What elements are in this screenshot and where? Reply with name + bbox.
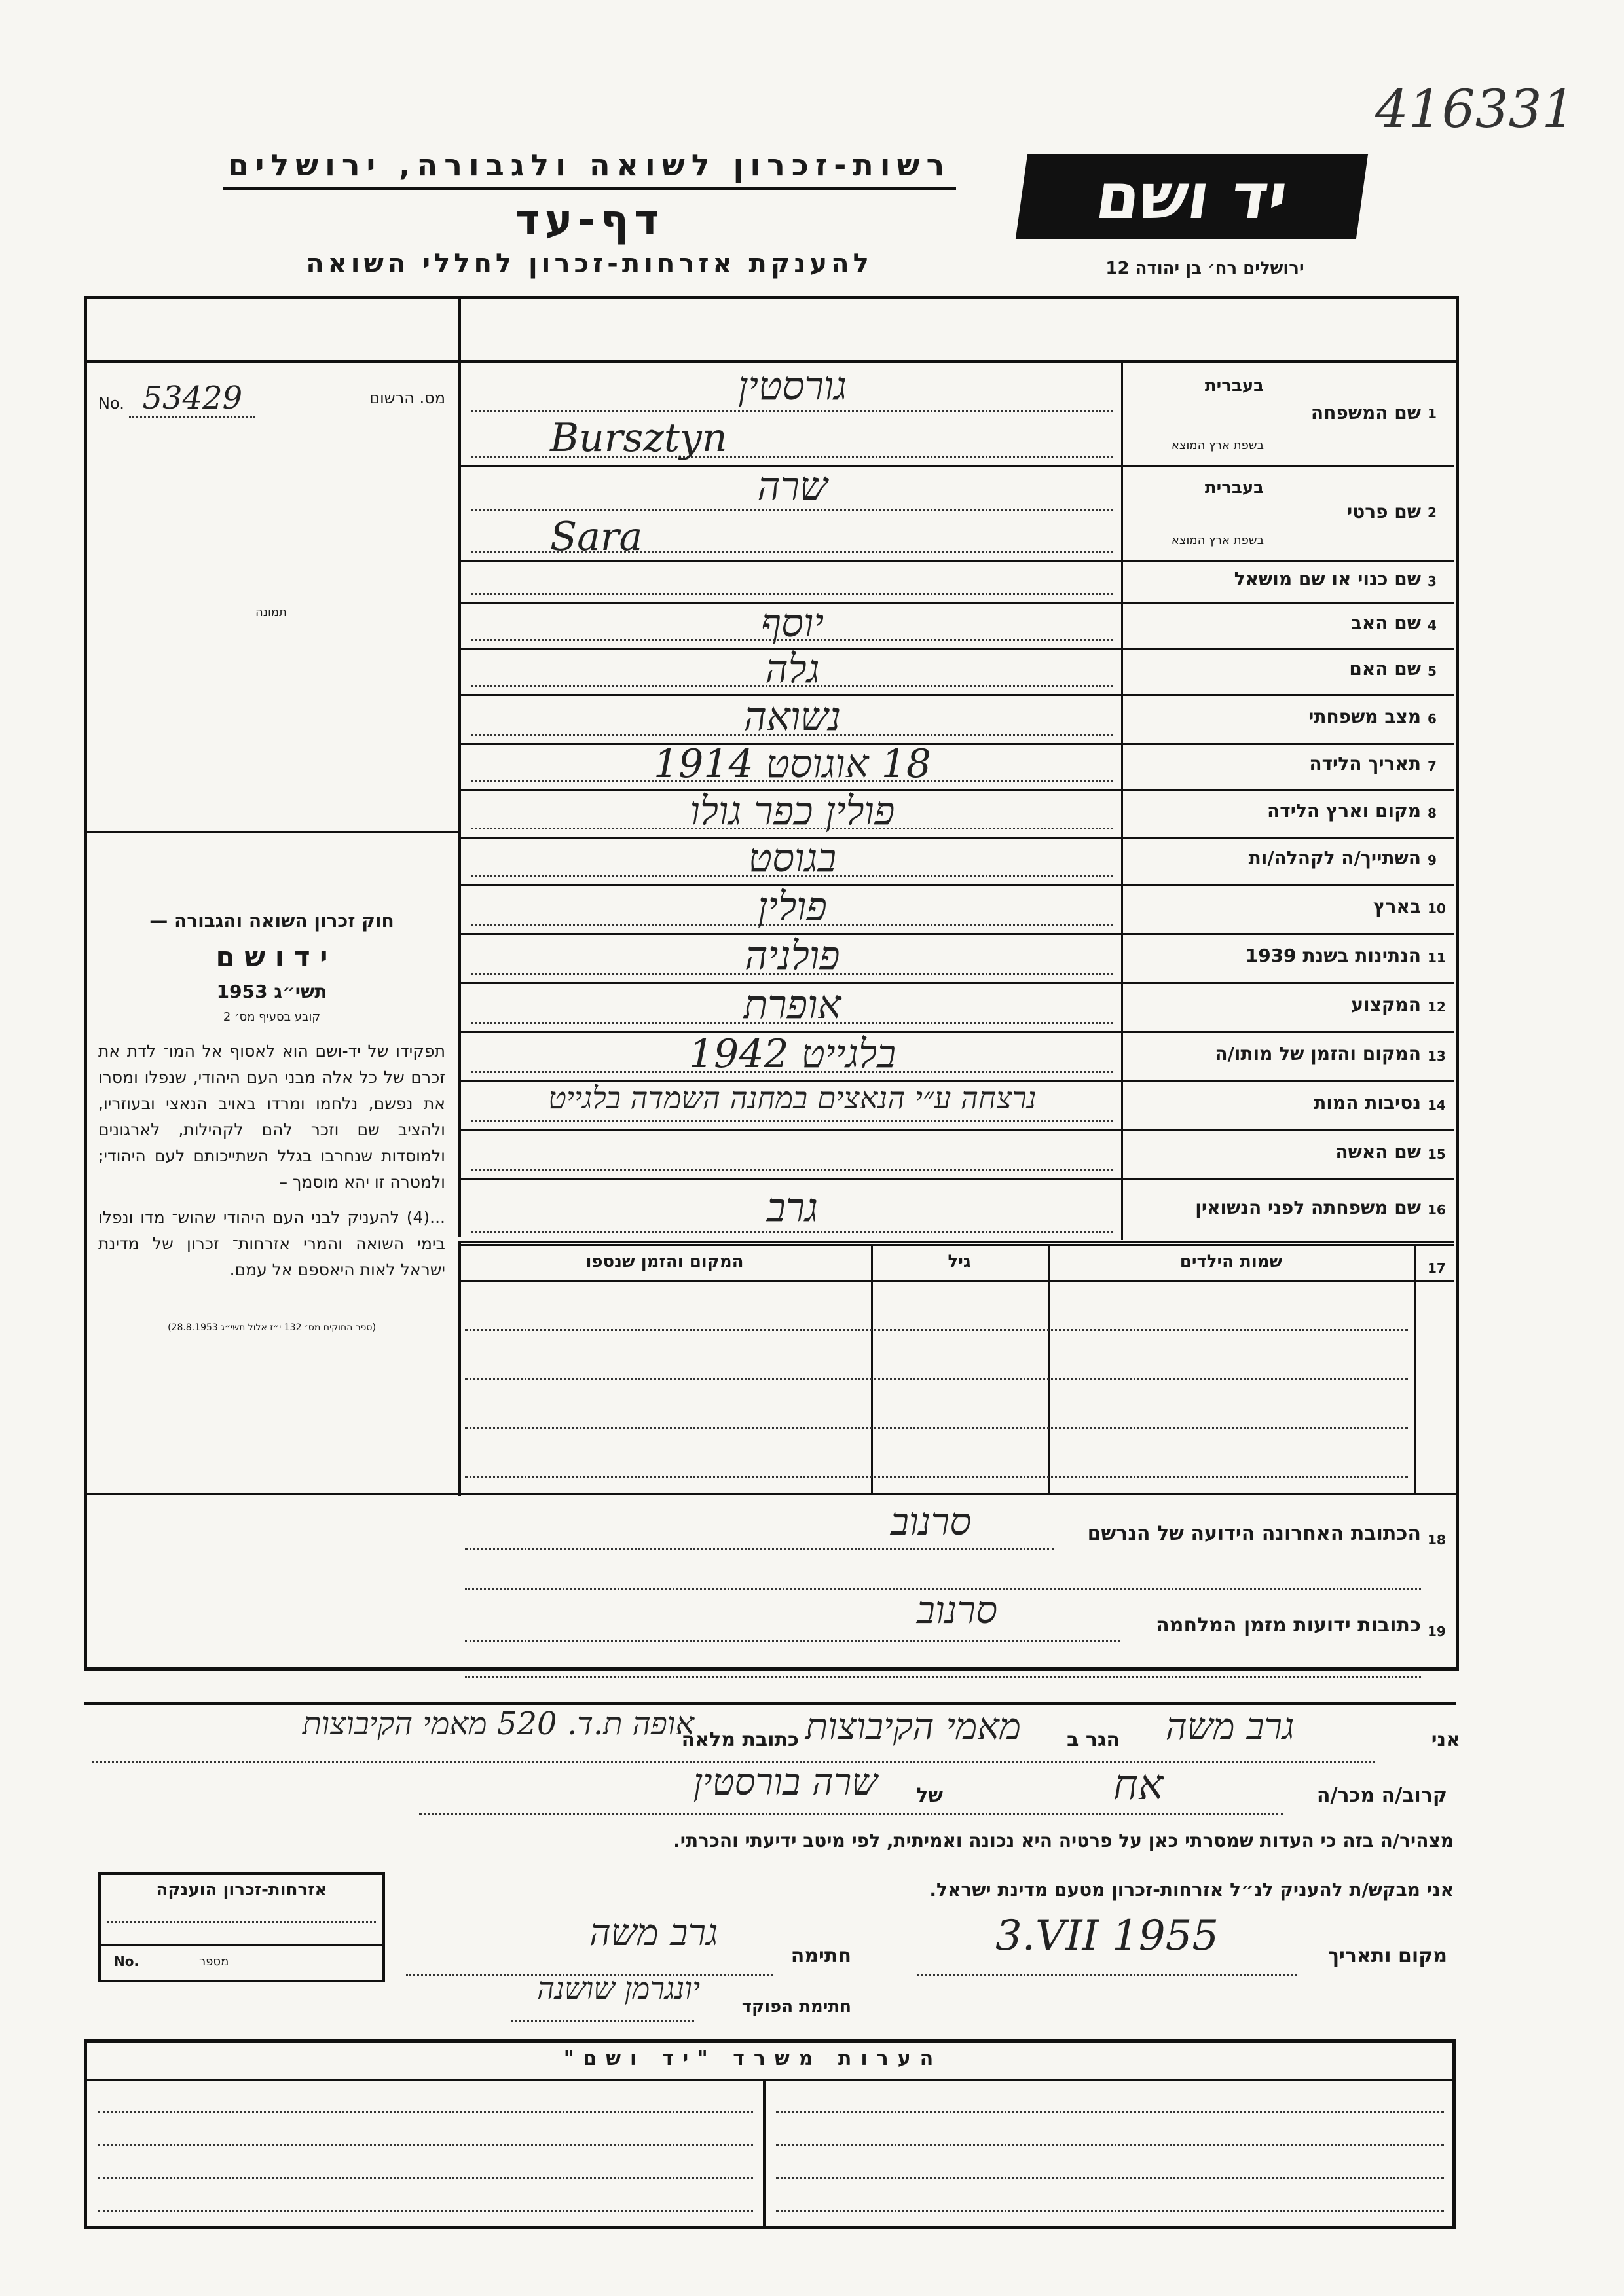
field-number-13: 13 [1428,1048,1446,1064]
field-label-2: שם פרטי [1346,500,1421,522]
field-value-origin-2: Sara [550,513,643,560]
field-label-6: מצב משפחתי [1308,705,1421,727]
law-name: י ד ו ש ם [215,941,328,973]
field-number-11: 11 [1428,949,1446,966]
field-value-13: בלגייט 1942 [688,1030,896,1077]
officer-signature-label: חתימת הפוקד [741,1997,851,2016]
registration-number: 53429 [129,380,255,418]
registration-no-label: No. [98,394,124,412]
field-value-origin-1: Bursztyn [550,415,728,461]
law-title: חוק זכרון השואה והגבורה — [149,910,394,932]
declaration-statement-1: מצהיר/ה בזה כי העדות שמסרתי כאן על פרטיה היא נכונה ואמיתית, לפי מיטב ידיעתי והכרתי. [673,1830,1454,1851]
field-number-1: 1 [1428,406,1437,422]
place-date-label: מקום ותאריך [1327,1944,1447,1967]
field-label-7: תאריך הלידה [1309,753,1421,774]
field-number-16: 16 [1428,1201,1446,1218]
field-label-1: שם המשפחה [1310,402,1421,424]
archive-stamp-number: 416331 [1375,79,1576,139]
declaration-i-label: אני [1431,1728,1460,1751]
last-address-value: סרנוב [891,1499,972,1544]
field-value-7: 18 אוגוסט 1914 [653,741,932,787]
children-age-header: גיל [948,1252,971,1271]
field-value-2: שרה [757,464,828,510]
field-number-2: 2 [1428,504,1437,520]
law-year: תשי״ג 1953 [216,981,327,1002]
citizenship-number-label: מספר [199,1955,229,1969]
children-row [465,1427,1408,1429]
field-sublabel-origin-2: בשפת ארץ המוצא [1171,534,1264,547]
children-place-header: המקום והזמן שנספו [585,1252,744,1271]
law-paragraph-1: תפקידו של יד-ושם הוא לאסוף אל המו־ לדת את זכרם של כל אלה מבני העם היהודי, שנפלו ומסרו את נפשם, נלחמו ומרדו באויב הנאצי ובעוזריו, ולהציב שם וזכר להם לקהילות, לארגונים ולמוסדות שנחרבו בגלל השתייכותם לעם היהודי; ולמטרה זו יהא מוסמך – [98,1042,445,1192]
field-sublabel-origin-1: בשפת ארץ המוצא [1171,439,1264,452]
field-value-11: פולניה [745,932,840,979]
form-title: דף-עד [515,196,664,245]
field-value-4: יוסף [760,600,824,646]
photo-area-label: תמונה [255,606,287,619]
relative-label: קרוב/ה מכר/ה [1316,1784,1447,1807]
relation-value: אח [1113,1761,1164,1810]
field-label-16: שם משפחתה לפני הנשואין [1195,1196,1421,1218]
field-number-12: 12 [1428,998,1446,1015]
declarant-name: גרב משה [1166,1705,1295,1748]
full-address-value: אופה ת.ד. 520 מאמי הקיבוצות [302,1705,694,1742]
field-label-13: המקום והזמן של מותו/ה [1215,1042,1421,1065]
officer-signature-value: יונגרמן שושנה [537,1971,701,2006]
of-label: של [916,1784,943,1807]
signature-label: חתימה [790,1944,851,1967]
field-number-3: 3 [1428,573,1437,589]
last-address-label: הכתובת האחרונה הידועה של הנרשם [1087,1522,1421,1545]
field-number-7: 7 [1428,758,1437,774]
field-value-14: נרצחה ע״י הנאצים במחנה השמדה בלגייט [548,1080,1037,1116]
field-number-19: 19 [1428,1624,1446,1639]
field-number-15: 15 [1428,1146,1446,1162]
field-value-10: פולין [758,883,827,930]
law-clause: קובע בסעיף מס׳ 2 [223,1010,321,1024]
office-notes-title: הערות משרד "יד ושם" [563,2047,943,2070]
field-label-14: נסיבות המות [1314,1091,1421,1114]
field-number-6: 6 [1428,710,1437,727]
field-number-8: 8 [1428,805,1437,821]
field-label-12: המקצוע [1351,993,1421,1015]
field-sublabel-hebrew-1: בעברית [1204,376,1264,395]
field-label-9: השתייך/ה לקהלה/ות [1248,847,1421,869]
of-value: שרה בורסטין [693,1761,877,1804]
field-number-18: 18 [1428,1532,1446,1548]
field-number-17: 17 [1428,1260,1446,1276]
children-row [465,1476,1408,1478]
children-row [465,1378,1408,1380]
field-label-10: בארץ [1373,895,1421,917]
authority-title: רשות-זכרון לשואה ולגבורה, ירושלים [223,147,956,190]
children-names-header: שמות הילדים [1179,1252,1283,1271]
field-label-15: שם האשה [1335,1140,1421,1163]
field-value-1: גורסטין [737,363,847,409]
full-address-label: כתובת מלאה [681,1728,799,1751]
law-reference: (ספר החוקים מס׳ 132 י״ז אלול תשי״ג 28.8.1953) [168,1322,376,1333]
form-subtitle: להענקת אזרחות-זכרון לחללי השואה [306,249,873,279]
logo-address: ירושלים רח׳ בן יהודה 12 [1105,259,1304,278]
declaration-statement-2: אני מבקש/ת להעניק לנ״ל אזרחות-זכרון מטעם מדינת ישראל. [929,1879,1454,1901]
field-number-14: 14 [1428,1097,1446,1113]
war-addresses-label: כתובות ידועות מזמן המלחמה [1156,1614,1421,1637]
citizenship-box-title: אזרחות-זכרון הוענקה [156,1880,327,1900]
date-value: 3.VII 1955 [995,1912,1219,1960]
war-addresses-value: סרנוב [917,1588,998,1632]
field-label-4: שם האב [1350,612,1421,634]
field-number-5: 5 [1428,663,1437,679]
field-value-5: גלה [765,646,820,692]
citizenship-no-label: No. [114,1954,139,1969]
field-value-16: גרב [766,1184,819,1231]
field-value-8: פולין כפר גולו [690,788,895,834]
field-value-12: אופרת [743,981,841,1028]
lives-in-label: הגר ב [1067,1728,1120,1751]
field-sublabel-hebrew-2: בעברית [1204,478,1264,498]
field-label-8: מקום וארץ הלידה [1267,799,1421,822]
field-label-5: שם האם [1349,658,1421,680]
children-row [465,1329,1408,1331]
field-label-3: שם כנוי או שם מושאל [1234,568,1421,590]
yad-vashem-logo: יד ושם [1016,154,1368,239]
field-number-10: 10 [1428,900,1446,917]
field-number-9: 9 [1428,852,1437,868]
field-number-4: 4 [1428,617,1437,633]
field-value-6: נשואה [743,693,841,740]
signature-value: גרב משה [589,1912,718,1954]
law-paragraph-2: ...(4) להעניק לבני העם היהודי שהוש־ מדו ונפלו בימי השואה והמרי אזרחות־ זכרון של מדינת ישראל לאות היאספם אל עמם. [98,1208,445,1279]
field-label-11: הנתינות בשנת 1939 [1245,944,1421,966]
field-value-9: בגוסט [748,835,837,881]
lives-in-value: מאמי הקיבוצות [805,1705,1022,1748]
citizenship-box [98,1872,385,1982]
registration-heb-label: מס. הרשום [369,389,445,407]
